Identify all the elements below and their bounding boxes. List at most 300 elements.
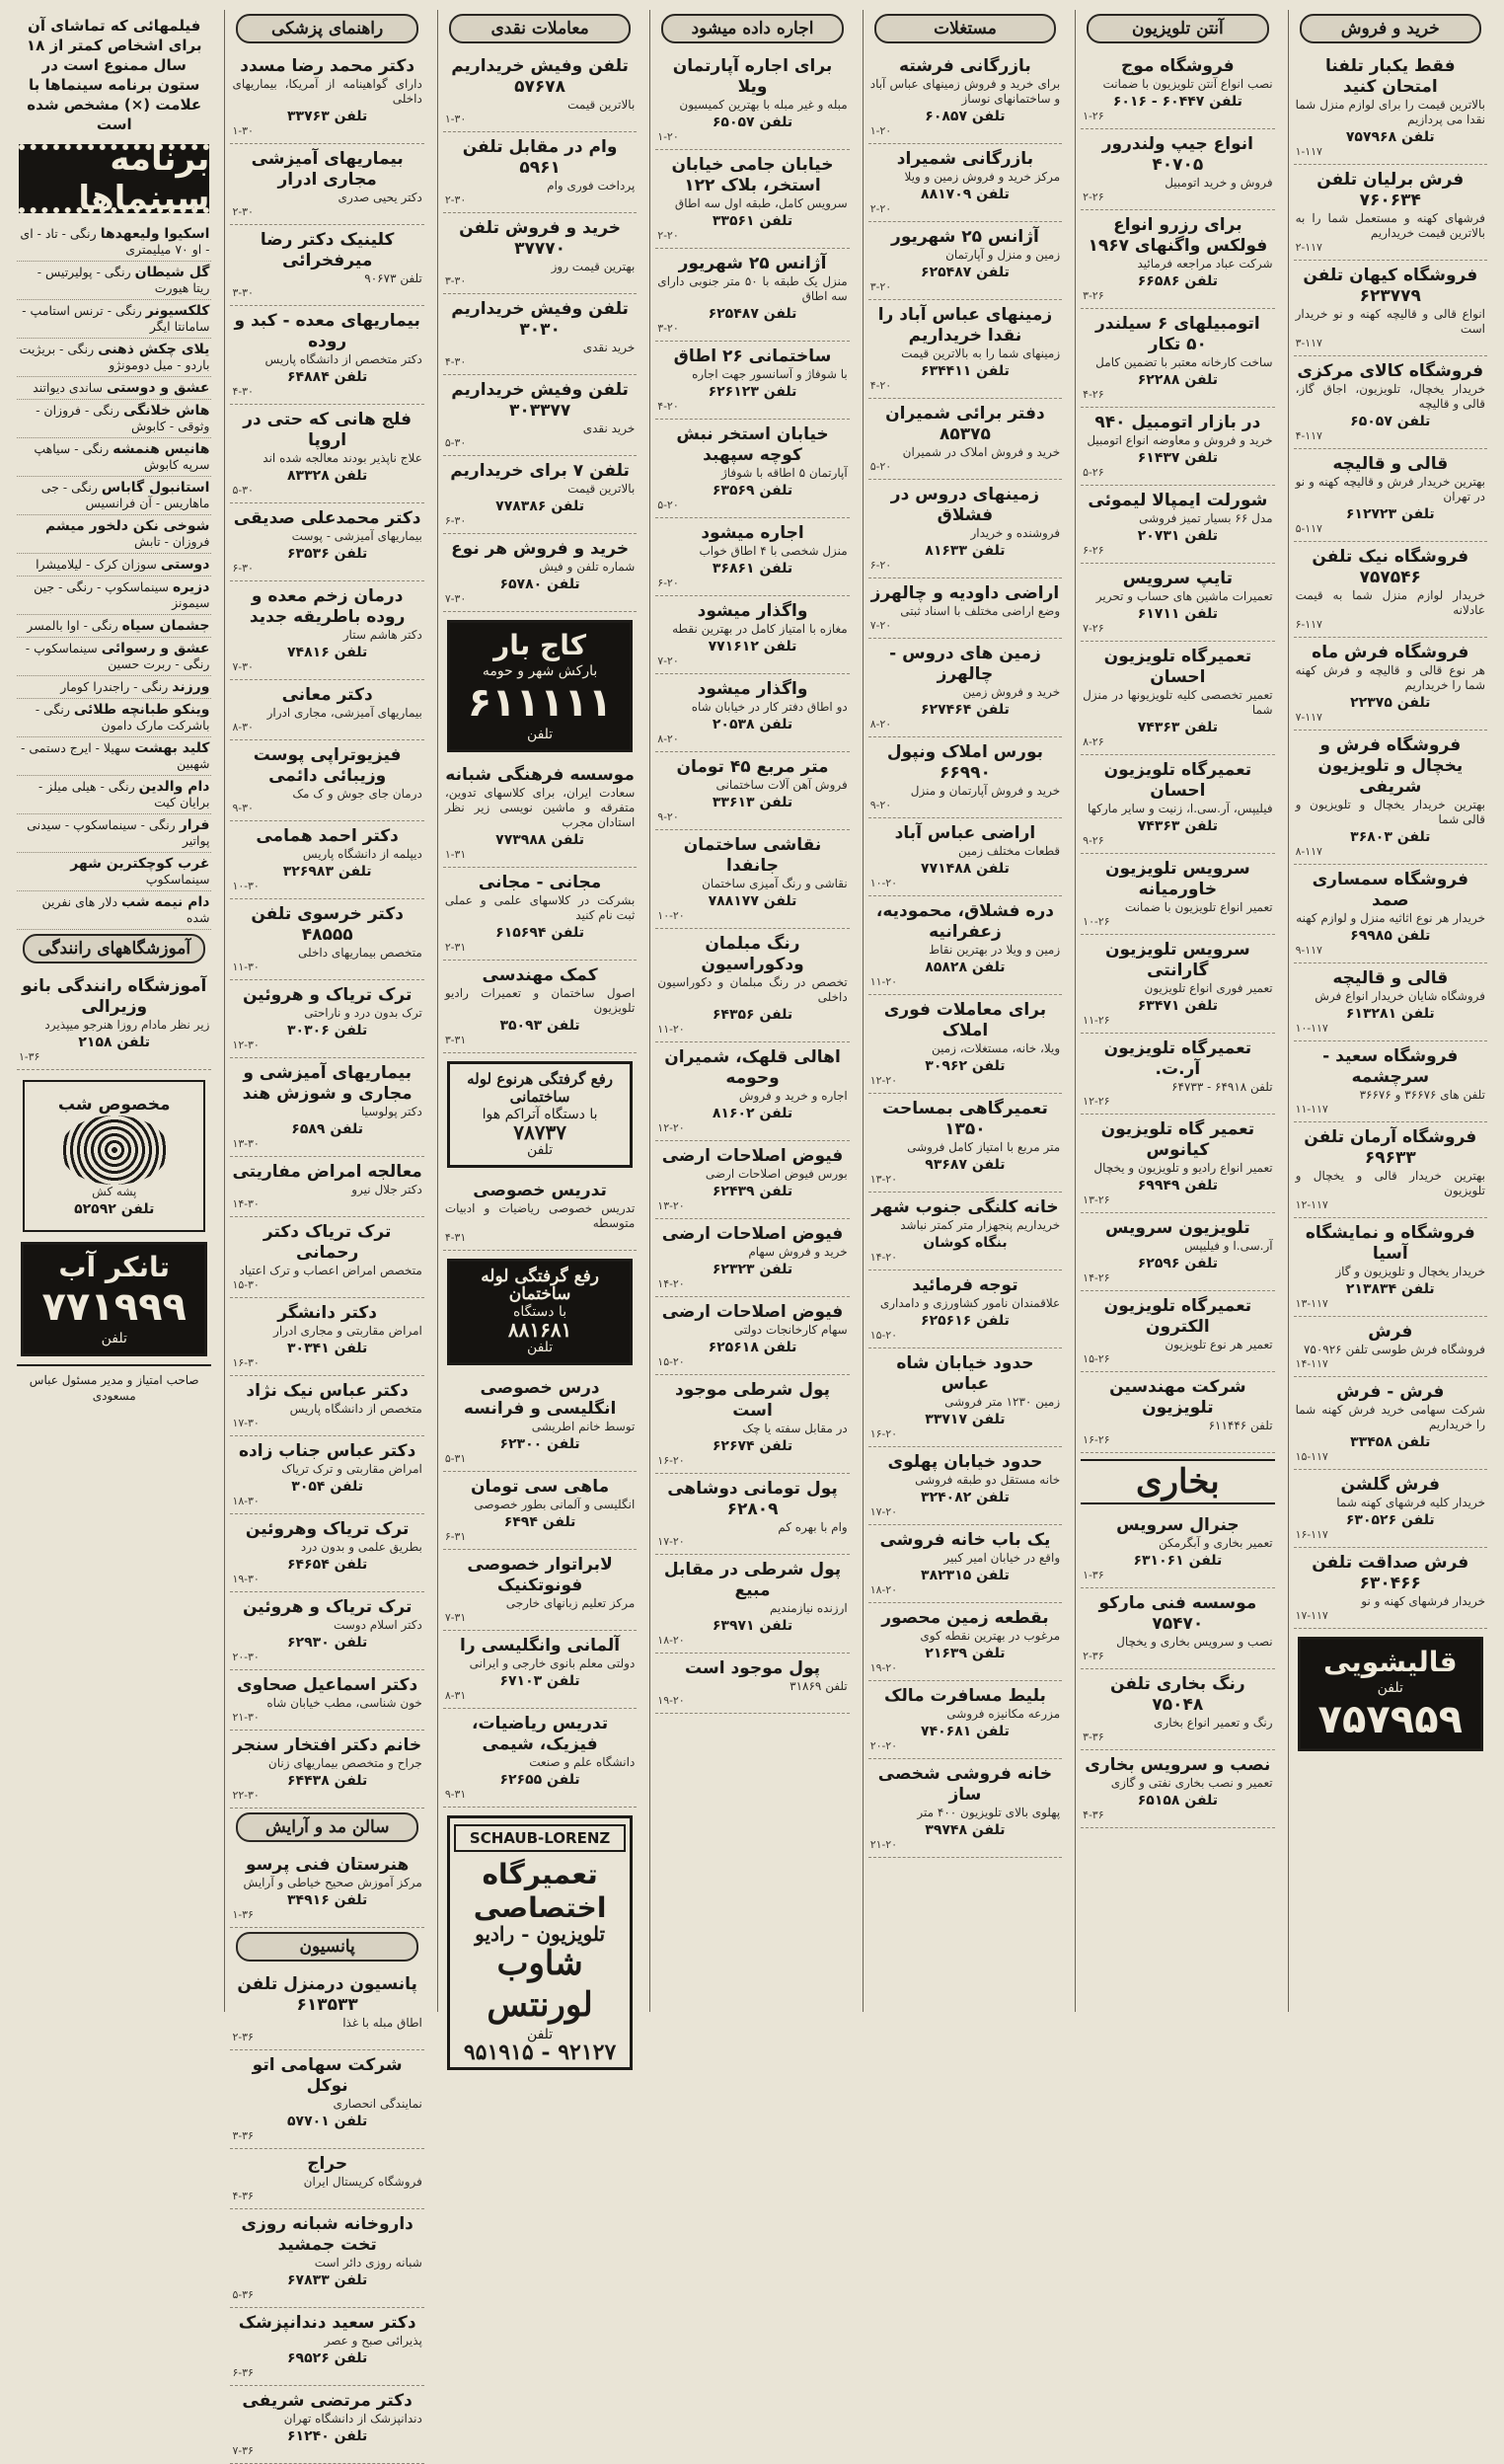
ad-phone: تلفن ۶۲۳۲۳ (712, 1262, 793, 1277)
col4-ads (655, 51, 849, 1714)
ad-title: سرویس تلویزیون گارانتی (1105, 940, 1250, 980)
classified-ad (655, 1654, 849, 1714)
mosquito-coil-title: مخصوص شب (57, 1095, 171, 1115)
film-title: عشق و رسوائی (101, 641, 210, 656)
ad-title: آلمانی وانگلیسی را (460, 1636, 621, 1656)
ad-code: ۱۳-۲۰ (869, 1173, 898, 1186)
classified-ad (230, 1670, 423, 1731)
ad-code: ۱۰-۲۶ (1083, 915, 1110, 928)
ad-code: ۵-۲۰ (657, 499, 679, 511)
classified-ad (230, 1298, 423, 1376)
classified-ad (443, 456, 637, 534)
ad-phone: تلفن ۶۲۵۶۱۶ (921, 1313, 1010, 1329)
ad-phone: بنگاه کوشان (923, 1235, 1008, 1251)
ad-title: رنگ بخاری تلفن ۷۵۰۴۸ (1110, 1674, 1245, 1715)
col6-ads (230, 51, 423, 1809)
ad-code: ۱۱-۲۶ (1083, 1014, 1110, 1027)
ad-title: فرش صداقت تلفن ۶۳۰۴۶۶ (1312, 1553, 1469, 1593)
ad-body: فروشنده و خریدار (970, 526, 1061, 540)
classified-ad (1081, 1510, 1274, 1588)
film-title: دزیره (172, 579, 210, 595)
water-tanker-phone-label: تلفن (101, 1331, 127, 1347)
ad-title: حدود خیابان شاه عباس (896, 1353, 1034, 1394)
ad-body: سعادت ایران، برای کلاسهای تدوین، متفرقه و ماشین نویسی زیر نظر استادان مجرب (444, 786, 636, 829)
classified-ad (1081, 1372, 1274, 1453)
cinema-listing (17, 377, 211, 400)
ad-phone: تلفن ۶۲۵۹۶ (1137, 1256, 1218, 1271)
ad-title: حدود خیابان پهلوی (887, 1452, 1043, 1472)
ad-phone: تلفن ۳۲۶۹۸۳ (282, 864, 372, 880)
ad-title: زمینهای عباس آباد را نقدا خریداریم (877, 305, 1053, 346)
ad-body: زمینهای شما را به بالاترین قیمت (901, 346, 1061, 360)
col1-ads (1294, 51, 1487, 1629)
ad-title: تعمیر گاه تلویزیون کیانوس (1100, 1119, 1255, 1160)
classified-ad (230, 1217, 423, 1298)
ad-code: ۱۰-۲۰ (657, 909, 685, 922)
ad-phone: تلفن ۶۵۰۵۷ (1350, 414, 1431, 429)
ad-body: خرید و فروش سهام (748, 1245, 848, 1259)
ad-body: تعمیرات ماشین های حساب و تحریر (1095, 589, 1273, 603)
classified-ad (1294, 963, 1487, 1041)
ad-title: نقاشی ساختمان جانفدا (683, 835, 822, 876)
classified-ad (230, 306, 423, 405)
ad-code: ۷-۳۱ (444, 1611, 467, 1624)
ad-title: اراضی عباس آباد (894, 823, 1036, 843)
ad-code: ۶-۳۰ (444, 514, 467, 527)
ad-code: ۱۵-۱۱۷ (1295, 1450, 1328, 1463)
ad-body: دکتر پولوسیا (361, 1105, 422, 1118)
ad-code: ۱۶-۲۶ (1083, 1433, 1110, 1446)
section-header-tv-antenna: آنتن تلویزیون (1087, 14, 1268, 43)
cinema-notice: فیلمهائی که تماشای آن برای اشخاص کمتر از ۱۸ سال ممنوع است در ستون برنامه سینماها با علامت (×) مشخص شده است (26, 17, 202, 133)
ad-title: برای معاملات فوری املاک (883, 1000, 1047, 1040)
cinema-listing (17, 737, 211, 776)
ad-title: فروشگاه آرمان تلفن ۶۹۶۳۳ (1304, 1127, 1477, 1168)
ad-phone: تلفن ۶۷۸۳۳ (287, 2272, 368, 2288)
classified-ad (868, 480, 1062, 578)
schaub-lorenz-name: شاوب لورنتس (487, 1944, 593, 2025)
ad-phone: تلفن ۳۳۴۵۸ (1350, 1434, 1431, 1450)
column-rentals (649, 10, 854, 2012)
ad-code: ۵-۳۰ (444, 436, 467, 449)
ad-title: تعمیرگاهی بمساحت ۱۳۵۰ (882, 1099, 1048, 1139)
ad-body: منزل یک طبقه با ۵۰ متر جنوبی دارای سه اطاق (657, 274, 848, 303)
ad-title: تعمیرگاه تلویزیون احسان (1103, 647, 1252, 687)
classified-ad (230, 1157, 423, 1217)
box-ad-title: قالیشویی (1322, 1646, 1458, 1678)
ad-code: ۴-۳۰ (232, 385, 254, 398)
classified-ad (1294, 261, 1487, 356)
ad-title: بقطعه زمین محصور (881, 1608, 1049, 1628)
ad-title: هنرستان فنی پرسو (246, 1855, 410, 1875)
classified-ad (1294, 1377, 1487, 1470)
ad-body: تعمیر فوری انواع تلویزیون (1144, 981, 1273, 995)
film-details: سوزان کرک - لیلامیشرا (36, 557, 157, 572)
ad-phone: تلفن ۷۴۸۱۶ (287, 645, 368, 660)
ad-body: فروشگاه فرش طوسی تلفن ۷۵۰۹۲۶ (1303, 1343, 1485, 1356)
ad-code: ۲-۲۶ (1083, 191, 1104, 203)
box-ad-label: تلفن (1377, 1680, 1403, 1696)
ad-body: تلفن ۶۱۱۴۴۶ (1208, 1419, 1273, 1432)
classified-ad (868, 1094, 1062, 1193)
ad-title: دکتر دانشگر (277, 1303, 378, 1323)
classified-ad (230, 899, 423, 980)
ad-body: نقاشی و رنگ آمیزی ساختمان (702, 877, 848, 890)
ad-body: سهام کارخانجات دولتی (733, 1323, 848, 1337)
ad-phone: تلفن ۶۲۷۴۶۴ (921, 702, 1010, 718)
cinema-listing (17, 853, 211, 891)
ad-code: ۱۶-۲۰ (869, 1427, 898, 1440)
ad-body: خریداریم پنجهزار متر کمتر نباشد (900, 1218, 1061, 1232)
film-details: ساندی دیواتند (33, 380, 104, 395)
classified-ad (1081, 129, 1274, 210)
classified-ad (230, 1850, 423, 1928)
ad-title: فرش (1368, 1322, 1413, 1342)
ad-title: تعمیرگاه تلویزیون آر.ت. (1103, 1039, 1252, 1079)
ad-title: آموزشگاه رانندگی بانو وزیرالی (22, 976, 207, 1017)
ad-code: ۱۹-۳۰ (232, 1573, 260, 1585)
ad-title: بورس املاک ونپول ۶۶۹۹۰ (886, 742, 1043, 783)
ad-title: فروشگاه موج (1121, 56, 1235, 76)
ad-code: ۷-۲۰ (657, 654, 679, 667)
cinema-list (17, 223, 211, 930)
ad-body: مغازه با امتیاز کامل در بهترین نقطه (672, 622, 848, 636)
ad-code: ۴-۳۶ (1083, 1809, 1104, 1821)
ad-title: بلیط مسافرت مالک (883, 1686, 1046, 1706)
ad-title: خانه کلنگی جنوب شهر (871, 1197, 1059, 1217)
ad-body: رنگ و تعمیر انواع بخاری (1154, 1716, 1273, 1730)
ad-body: بیماریهای آمیزشی - پوست (291, 529, 422, 543)
classified-ad (655, 342, 849, 420)
film-details: رنگی - ترنس استامپ - سامانتا ایگر (22, 303, 210, 334)
film-title: ورزند (172, 679, 210, 695)
ad-phone: تلفن ۶۴۳۵۶ (712, 1007, 793, 1023)
ad-title: موسسه فرهنگی شبانه (445, 765, 635, 785)
classified-ad (443, 760, 637, 868)
ad-title: حراج (307, 2154, 348, 2174)
classified-ad (655, 1297, 849, 1375)
box-ad-number: ۷۵۷۹۵۹ (1317, 1697, 1464, 1742)
ad-phone: تلفن ۲۱۶۳۹ (925, 1646, 1006, 1661)
ad-body: تلفن ۳۱۸۶۹ (790, 1679, 848, 1693)
pipe-clog-title: رفع گرفتگی هرنوع لوله ساختمانی (467, 1070, 614, 1106)
film-details: سینماسکوپ - رنگی - جین سیمونز (34, 579, 210, 610)
ad-body: پرداخت فوری وام (547, 179, 636, 192)
ad-body: زمین ۱۲۳۰ متر فروشی (944, 1395, 1061, 1409)
classified-ad (230, 144, 423, 225)
cinema-program-title: برنامه سینماها (78, 139, 210, 218)
ad-title: انواع جیپ ولندرور ۴۰۷۰۵ (1101, 134, 1253, 175)
schaub-lorenz-phone-label: تلفن (526, 2027, 554, 2042)
section-header-real-estate: مستغلات (874, 14, 1056, 43)
ad-title: در بازار اتومبیل ۹۴۰ (1094, 413, 1261, 432)
ad-code: ۵-۱۱۷ (1295, 522, 1322, 535)
ad-code: ۱۰-۱۱۷ (1295, 1022, 1328, 1035)
cinema-listing (17, 814, 211, 853)
classified-ad (868, 1348, 1062, 1447)
classified-ad (655, 518, 849, 596)
classified-ad (868, 222, 1062, 300)
section-header-fashion: سالن مد و آرایش (236, 1812, 417, 1842)
ad-code: ۸-۲۰ (869, 718, 892, 731)
ad-phone: تلفن ۶۴۴۳۸ (287, 1773, 368, 1789)
ad-title: آژانس ۲۵ شهریور (891, 227, 1039, 247)
col2-ads2 (1081, 1510, 1274, 1828)
ad-code: ۱۵-۲۰ (657, 1355, 685, 1368)
ad-title: فروشگاه کالای مرکزی (1297, 361, 1484, 381)
ad-phone: تلفن ۶۳۹۷۱ (712, 1618, 793, 1634)
film-title: هانیس هنمشه (113, 441, 210, 457)
ad-title: درمان زخم معده و روده باطریقه جدید (249, 586, 406, 627)
ad-title: دکتر معانی (281, 685, 373, 705)
ad-phone: تلفن ۳۳۵۶۱ (712, 213, 793, 229)
classified-ad (1081, 1291, 1274, 1372)
cinema-listing (17, 676, 211, 699)
classified-ad (1081, 854, 1274, 935)
classified-ad (1081, 755, 1274, 854)
ad-code: ۹-۲۰ (657, 810, 679, 823)
ad-body: مزرعه مکانیزه فروشی (946, 1707, 1061, 1721)
classified-ad (1081, 564, 1274, 642)
ad-phone: تلفن ۶۲۵۶۱۸ (708, 1340, 797, 1355)
ad-code: ۱-۳۶ (19, 1050, 40, 1063)
ad-title: جنرال سرویس (1116, 1515, 1240, 1535)
classified-ad (443, 132, 637, 213)
ad-title: واگذار میشود (697, 679, 808, 699)
ad-phone: تلفن ۶۳۵۳۶ (287, 546, 368, 562)
film-title: جشمان سیاه (121, 618, 210, 634)
classified-ad (443, 375, 637, 456)
ad-code: ۴-۳۱ (444, 1231, 467, 1244)
ad-body: تعمیر هر نوع تلویزیون (1165, 1338, 1273, 1351)
ad-title: بازرگانی شمیراد (896, 149, 1034, 169)
ad-body: خریدار فرشهای کهنه و نو (1361, 1594, 1485, 1608)
ad-phone: تلفن ۳۶۸۰۳ (1350, 829, 1431, 845)
classified-ad (868, 995, 1062, 1094)
ad-code: ۱-۳۰ (232, 124, 254, 137)
classified-ad (1294, 865, 1487, 963)
cinema-listing (17, 262, 211, 300)
ad-code: ۳-۱۱۷ (1295, 337, 1322, 349)
ad-body: نصب و سرویس بخاری و یخچال (1116, 1635, 1273, 1649)
col6-ads2 (230, 1850, 423, 1928)
section-header-boarding: پانسیون (236, 1932, 417, 1962)
ad-body: منزل شخصی با ۴ اطاق خواب (699, 544, 848, 558)
ad-code: ۱۳-۳۰ (232, 1137, 260, 1150)
ad-body: نمایندگی انحصاری (333, 2097, 422, 2111)
ad-code: ۶-۳۶ (232, 2366, 254, 2379)
section-header-buy-sell: خرید و فروش (1300, 14, 1481, 43)
ad-phone: تلفن ۳۸۲۳۱۵ (921, 1568, 1010, 1583)
ad-title: دکتر مرتضی شریفی (242, 2391, 413, 2411)
ad-body: مرغوب در بهترین نقطه کوی (920, 1629, 1061, 1643)
ad-body: دکتر یحیی صدری (338, 191, 422, 204)
ad-code: ۱۴-۲۰ (657, 1277, 685, 1290)
ad-body: اطاق مبله با غذا (342, 2016, 422, 2030)
ad-phone: تلفن ۳۰۳۴۱ (287, 1341, 368, 1356)
ad-body: ترک بدون درد و ناراحتی (304, 1006, 422, 1020)
classified-ad (1294, 1470, 1487, 1548)
film-title: وینکو طبانچه طلائی (73, 702, 210, 718)
ad-phone: تلفن ۶۱۲۷۲۳ (1345, 506, 1435, 522)
ad-code: ۲۰-۳۰ (232, 1651, 260, 1663)
ad-phone: تلفن ۲۰۵۳۸ (712, 717, 793, 732)
ad-body: علاج ناپذیر بودند معالجه شده اند (263, 451, 422, 465)
section-header-driving-school: آموزشگاههای رانندگی (23, 934, 205, 963)
ad-title: فرش برلیان تلفن ۷۶۰۶۳۴ (1316, 170, 1465, 210)
ad-body: آر.سی.ا و فیلیپس (1184, 1239, 1273, 1253)
film-title: کلید بهشت (134, 740, 210, 756)
ad-code: ۶-۳۰ (232, 562, 254, 575)
newspaper-classifieds-page (12, 10, 1492, 2457)
ad-body: بیماریهای آمیزشی، مجاری ادرار (266, 706, 422, 720)
ad-phone: تلفن ۶۲۵۴۸۷ (708, 306, 797, 322)
carpet-wash-box-ad (1298, 1637, 1483, 1751)
film-title: فرار (179, 817, 210, 833)
ad-body: تلفن ۶۴۹۱۸ - ۶۴۷۳۳ (1171, 1080, 1273, 1094)
classified-ad (17, 971, 211, 1070)
ad-title: ساختمانی ۲۶ اطاق (673, 346, 832, 366)
ad-phone: تلفن ۷۴۰۶۸۱ (921, 1724, 1010, 1739)
pipe-clog-box-ad (447, 1061, 633, 1168)
ad-phone: تلفن ۶۵۷۸۰ (499, 577, 580, 592)
ad-title: آژانس ۲۵ شهریور (678, 254, 827, 273)
ad-title: خیابان استخر نبش کوچه سپهبد (676, 424, 829, 465)
col6-ads3 (230, 1969, 423, 2464)
ad-phone: تلفن ۲۰۷۳۱ (1137, 528, 1218, 544)
ad-body: مرکز آموزش صحیح خیاطی و آرایش (243, 1876, 422, 1889)
ad-phone: تلفن ۶۳۱۰۶۱ (1133, 1553, 1223, 1569)
ad-body: فرشهای کهنه و مستعمل شما را به بالاترین قیمت خریداریم (1295, 211, 1485, 240)
ad-code: ۱-۱۱۷ (1295, 145, 1322, 158)
classified-ad (443, 1631, 637, 1709)
ad-title: داروخانه شبانه روزی تخت جمشید (241, 2214, 414, 2255)
ad-code: ۳-۲۰ (869, 280, 892, 293)
ad-body: ارزنده نیازمندیم (769, 1601, 848, 1615)
pipe-unclog-phone-label: تلفن (526, 1340, 554, 1355)
ad-title: دکتر احمد همامی (256, 826, 399, 846)
ad-code: ۱۷-۳۰ (232, 1417, 260, 1429)
ad-title: خرید و فروش تلفن ۳۷۷۷۰ (459, 218, 622, 259)
ad-phone: تلفن ۶۰۸۵۷ (925, 109, 1006, 124)
ad-code: ۸-۱۱۷ (1295, 845, 1322, 858)
ad-title: فروشگاه سعید - سرچشمه (1322, 1046, 1459, 1087)
ad-body: دارای گواهینامه از آمریکا، بیماریهای داخلی (232, 77, 422, 106)
ad-phone: تلفن ۶۱۵۶۹۴ (495, 925, 584, 941)
ad-code: ۱۰-۲۰ (869, 877, 898, 889)
classified-ad (868, 737, 1062, 818)
ad-title: زمین های دروس - چالهرز (889, 644, 1041, 684)
ad-title: فیوض اصلاحات ارضی (661, 1302, 844, 1322)
ad-phone: تلفن ۳۰۹۶۲ (925, 1058, 1006, 1074)
ad-phone: تلفن ۳۳۷۶۳ (287, 109, 368, 124)
ad-code: ۱۶-۳۰ (232, 1356, 260, 1369)
ad-body: مبله و غیر مبله با بهترین کمیسیون (679, 98, 848, 112)
classified-ad (868, 1681, 1062, 1759)
ad-title: سرویس تلویزیون خاورمیانه (1105, 859, 1250, 899)
ad-code: ۵-۳۶ (232, 2288, 254, 2301)
cinema-listing (17, 438, 211, 477)
ad-code: ۷-۲۶ (1083, 622, 1104, 635)
ad-phone: تلفن ۶۵۸۹ (291, 1121, 363, 1137)
ad-body: وام با بهره کم (778, 1520, 848, 1534)
ad-phone: تلفن ۶۲۶۵۵ (499, 1772, 580, 1788)
ad-title: تلفن وفیش خریداریم ۳۰۳۳۷۷ (451, 380, 629, 421)
ad-body: زیر نظر مادام روزا هنرجو میپذیرد (44, 1018, 210, 1032)
ad-title: دکتر محمد رضا مسدد (240, 56, 415, 76)
ad-body: دکتر متخصص از دانشگاه پاریس (264, 352, 422, 366)
ad-title: کلینیک دکتر رضا میرفخرائی (260, 230, 395, 270)
mosquito-coil-subtitle: پشه کش (92, 1185, 137, 1198)
ad-body: دیپلمه از دانشگاه پاریس (302, 847, 422, 861)
schaub-lorenz-brand: SCHAUB-LORENZ (454, 1824, 626, 1852)
film-title: اسکیوا ولیعهدها (100, 226, 210, 242)
ad-title: شرکت سهامی اتو نوکل (252, 2055, 403, 2096)
film-details: رنگی - پولیرتیس - ریتا هیورت (37, 265, 210, 295)
ad-phone: تلفن ۸۳۳۲۸ (287, 468, 368, 484)
film-details: رنگی - سینماسکوپ - سیدنی پواتیر (27, 817, 210, 848)
ad-phone: تلفن ۹۳۶۸۷ (925, 1157, 1006, 1173)
ad-title: خیابان جامی خیابان استخر، بلاک ۱۲۲ (671, 155, 834, 195)
ad-title: اراضی داودیه و چالهرز (870, 583, 1060, 603)
classified-ad (230, 2149, 423, 2209)
ad-code: ۲-۲۰ (657, 229, 679, 242)
film-details: رنگی - فروزان - وثوقی - کابوش (36, 403, 210, 433)
ad-code: ۹-۱۱۷ (1295, 944, 1322, 957)
ad-code: ۱۷-۲۰ (869, 1505, 898, 1518)
ad-body: اجاره و خرید و فروش (738, 1089, 848, 1103)
ad-body: واقع در خیابان امیر کبیر (943, 1551, 1061, 1565)
classified-ad (1081, 51, 1274, 129)
ad-body: وضع اراضی مختلف با اسناد ثبتی (900, 604, 1061, 618)
cinema-listing (17, 638, 211, 676)
ad-body: بطریق علمی و بدون درد (300, 1540, 422, 1554)
ad-code: ۲-۳۰ (444, 193, 467, 206)
film-title: گل شیطان (134, 265, 210, 280)
film-title: دام نیمه شب (121, 894, 210, 910)
ad-title: تلویزیون سرویس (1105, 1218, 1250, 1238)
ad-code: ۱۶-۲۰ (657, 1454, 685, 1467)
ad-code: ۵-۲۰ (869, 460, 892, 473)
classified-ad (230, 405, 423, 503)
classified-ad (655, 150, 849, 249)
ad-code: ۱۶-۱۱۷ (1295, 1528, 1328, 1541)
ad-code: ۱۰-۳۰ (232, 880, 260, 892)
ad-title: فیوض اصلاحات ارضی (661, 1224, 844, 1244)
ad-code: ۲-۳۶ (1083, 1650, 1104, 1662)
film-details: سینماسکوپ - رنگی - ربرت حسین (25, 641, 210, 671)
ad-code: ۱-۲۰ (657, 130, 679, 143)
ad-body: درمان جای جوش و ک مک (292, 787, 422, 801)
cinema-listing (17, 577, 211, 615)
ad-title: توجه فرمائید (912, 1275, 1018, 1295)
ad-phone: تلفن ۸۱۶۳۳ (925, 543, 1006, 559)
ad-phone: تلفن ۲۲۳۷۵ (1350, 695, 1431, 711)
cinema-listing (17, 339, 211, 377)
ad-code: ۲-۱۱۷ (1295, 241, 1322, 254)
ad-code: ۹-۲۰ (869, 799, 892, 811)
ad-body: بهترین قیمت روز (551, 260, 636, 273)
classified-ad (868, 51, 1062, 144)
column-cash-deals (437, 10, 641, 2065)
ad-code: ۱۱-۱۱۷ (1295, 1103, 1328, 1116)
ad-code: ۱-۲۰ (869, 124, 892, 137)
classified-ad (1081, 408, 1274, 486)
ad-code: ۱۳-۱۱۷ (1295, 1297, 1328, 1310)
ad-phone: تلفن ۶۰۴۴۷ - ۶۰۱۶ (1112, 94, 1242, 110)
classified-ad (1081, 1034, 1274, 1115)
ad-body: نصب انواع آنتن تلویزیون با ضمانت (1102, 77, 1273, 91)
